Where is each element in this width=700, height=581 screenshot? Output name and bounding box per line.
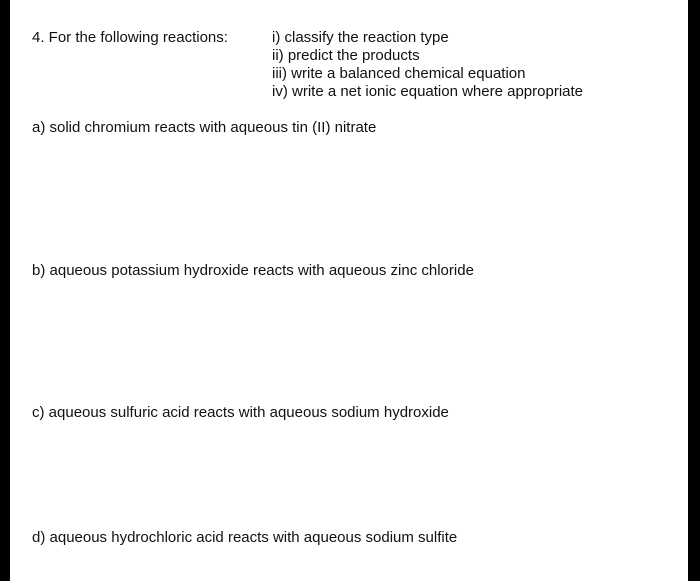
instruction-item: iv) write a net ionic equation where appropriate (272, 83, 584, 100)
instruction-item: iii) write a balanced chemical equation (272, 65, 526, 82)
instruction-item: ii) predict the products (272, 47, 420, 64)
part-b-text: b) aqueous potassium hydroxide reacts with aqueous zinc chloride (32, 262, 474, 279)
part-c-text: c) aqueous sulfuric acid reacts with aqueous sodium hydroxide (32, 404, 449, 421)
instruction-list (272, 29, 583, 101)
document-page (10, 0, 688, 581)
question-title: 4. For the following reactions: (32, 29, 228, 46)
part-a-text: a) solid chromium reacts with aqueous tin (II) nitrate (32, 119, 377, 136)
part-d-text: d) aqueous hydrochloric acid reacts with aqueous sodium sulfite (32, 529, 458, 546)
instruction-item: i) classify the reaction type (272, 29, 449, 46)
